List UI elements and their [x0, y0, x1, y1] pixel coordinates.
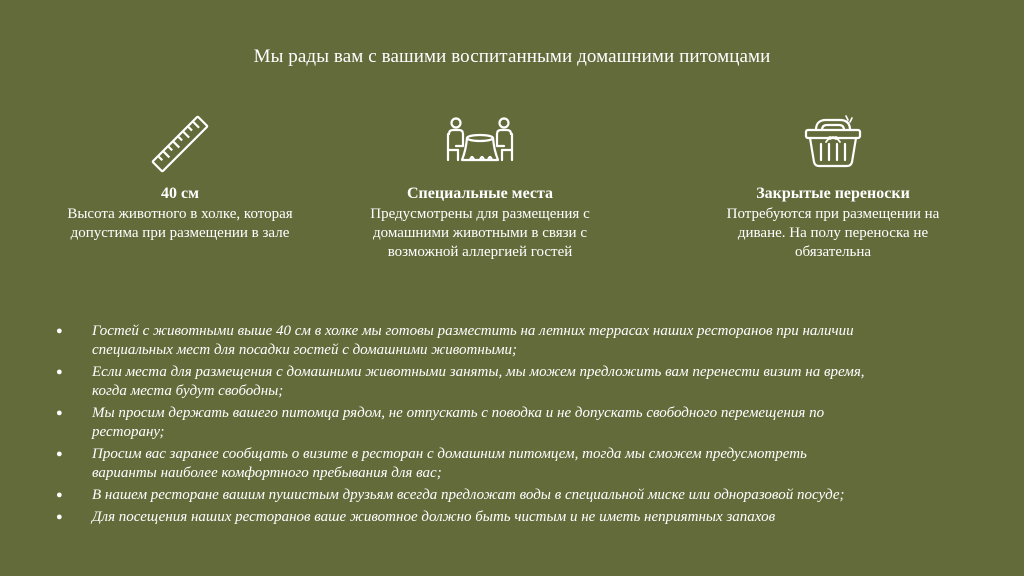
rules-list — [54, 322, 984, 530]
feature-height — [30, 114, 330, 243]
bullet-icon: ● — [56, 407, 63, 419]
page-title: Мы рады вам с вашими воспитанными домашними питомцами — [253, 46, 771, 67]
feature-description: Предусмотрены для размещения с домашними животными в связи с возможной аллергией гостей — [370, 206, 590, 260]
bullet-icon: ● — [56, 511, 63, 523]
list-item: ● Просим вас заранее сообщать о визите в ресторан с домашним питомцем, тогда мы сможем предусмотреть варианты наиболее комфортного пребывания для вас; — [56, 446, 807, 481]
ruler-icon — [30, 114, 330, 174]
dining-table-icon — [330, 114, 630, 174]
feature-heading: Специальные места — [406, 185, 554, 202]
feature-special-places — [330, 114, 630, 262]
list-item: ● Для посещения наших ресторанов ваше животное должно быть чистым и не иметь неприятных запахов — [56, 509, 776, 525]
bullet-icon: ● — [56, 448, 63, 460]
feature-heading: Закрытые переноски — [756, 185, 910, 202]
feature-closed-carriers — [683, 114, 983, 262]
list-item: ● Мы просим держать вашего питомца рядом, не отпускать с поводка и не допускать свободного перемещения по ресторану; — [56, 405, 825, 440]
list-item: ● Гостей с животными выше 40 см в холке мы готовы разместить на летних террасах наших ресторанов при наличии специальных мест для посадки гостей с домашними животными; — [56, 323, 854, 358]
bullet-icon: ● — [56, 366, 63, 378]
pet-carrier-icon — [683, 114, 983, 174]
bullet-icon: ● — [56, 489, 63, 501]
feature-heading: 40 см — [161, 185, 199, 202]
bullet-icon: ● — [56, 325, 63, 337]
feature-description: Потребуются при размещении на диване. На полу переноска не обязательна — [726, 206, 940, 260]
feature-description: Высота животного в холке, которая допустима при размещении в зале — [67, 206, 293, 241]
list-item: ● В нашем ресторане вашим пушистым друзьям всегда предложат воды в специальной миске или одноразовой посуде; — [56, 487, 845, 503]
list-item: ● Если места для размещения с домашними животными заняты, мы можем предложить вам перенести визит на время, когда места будут свободны; — [56, 364, 865, 399]
